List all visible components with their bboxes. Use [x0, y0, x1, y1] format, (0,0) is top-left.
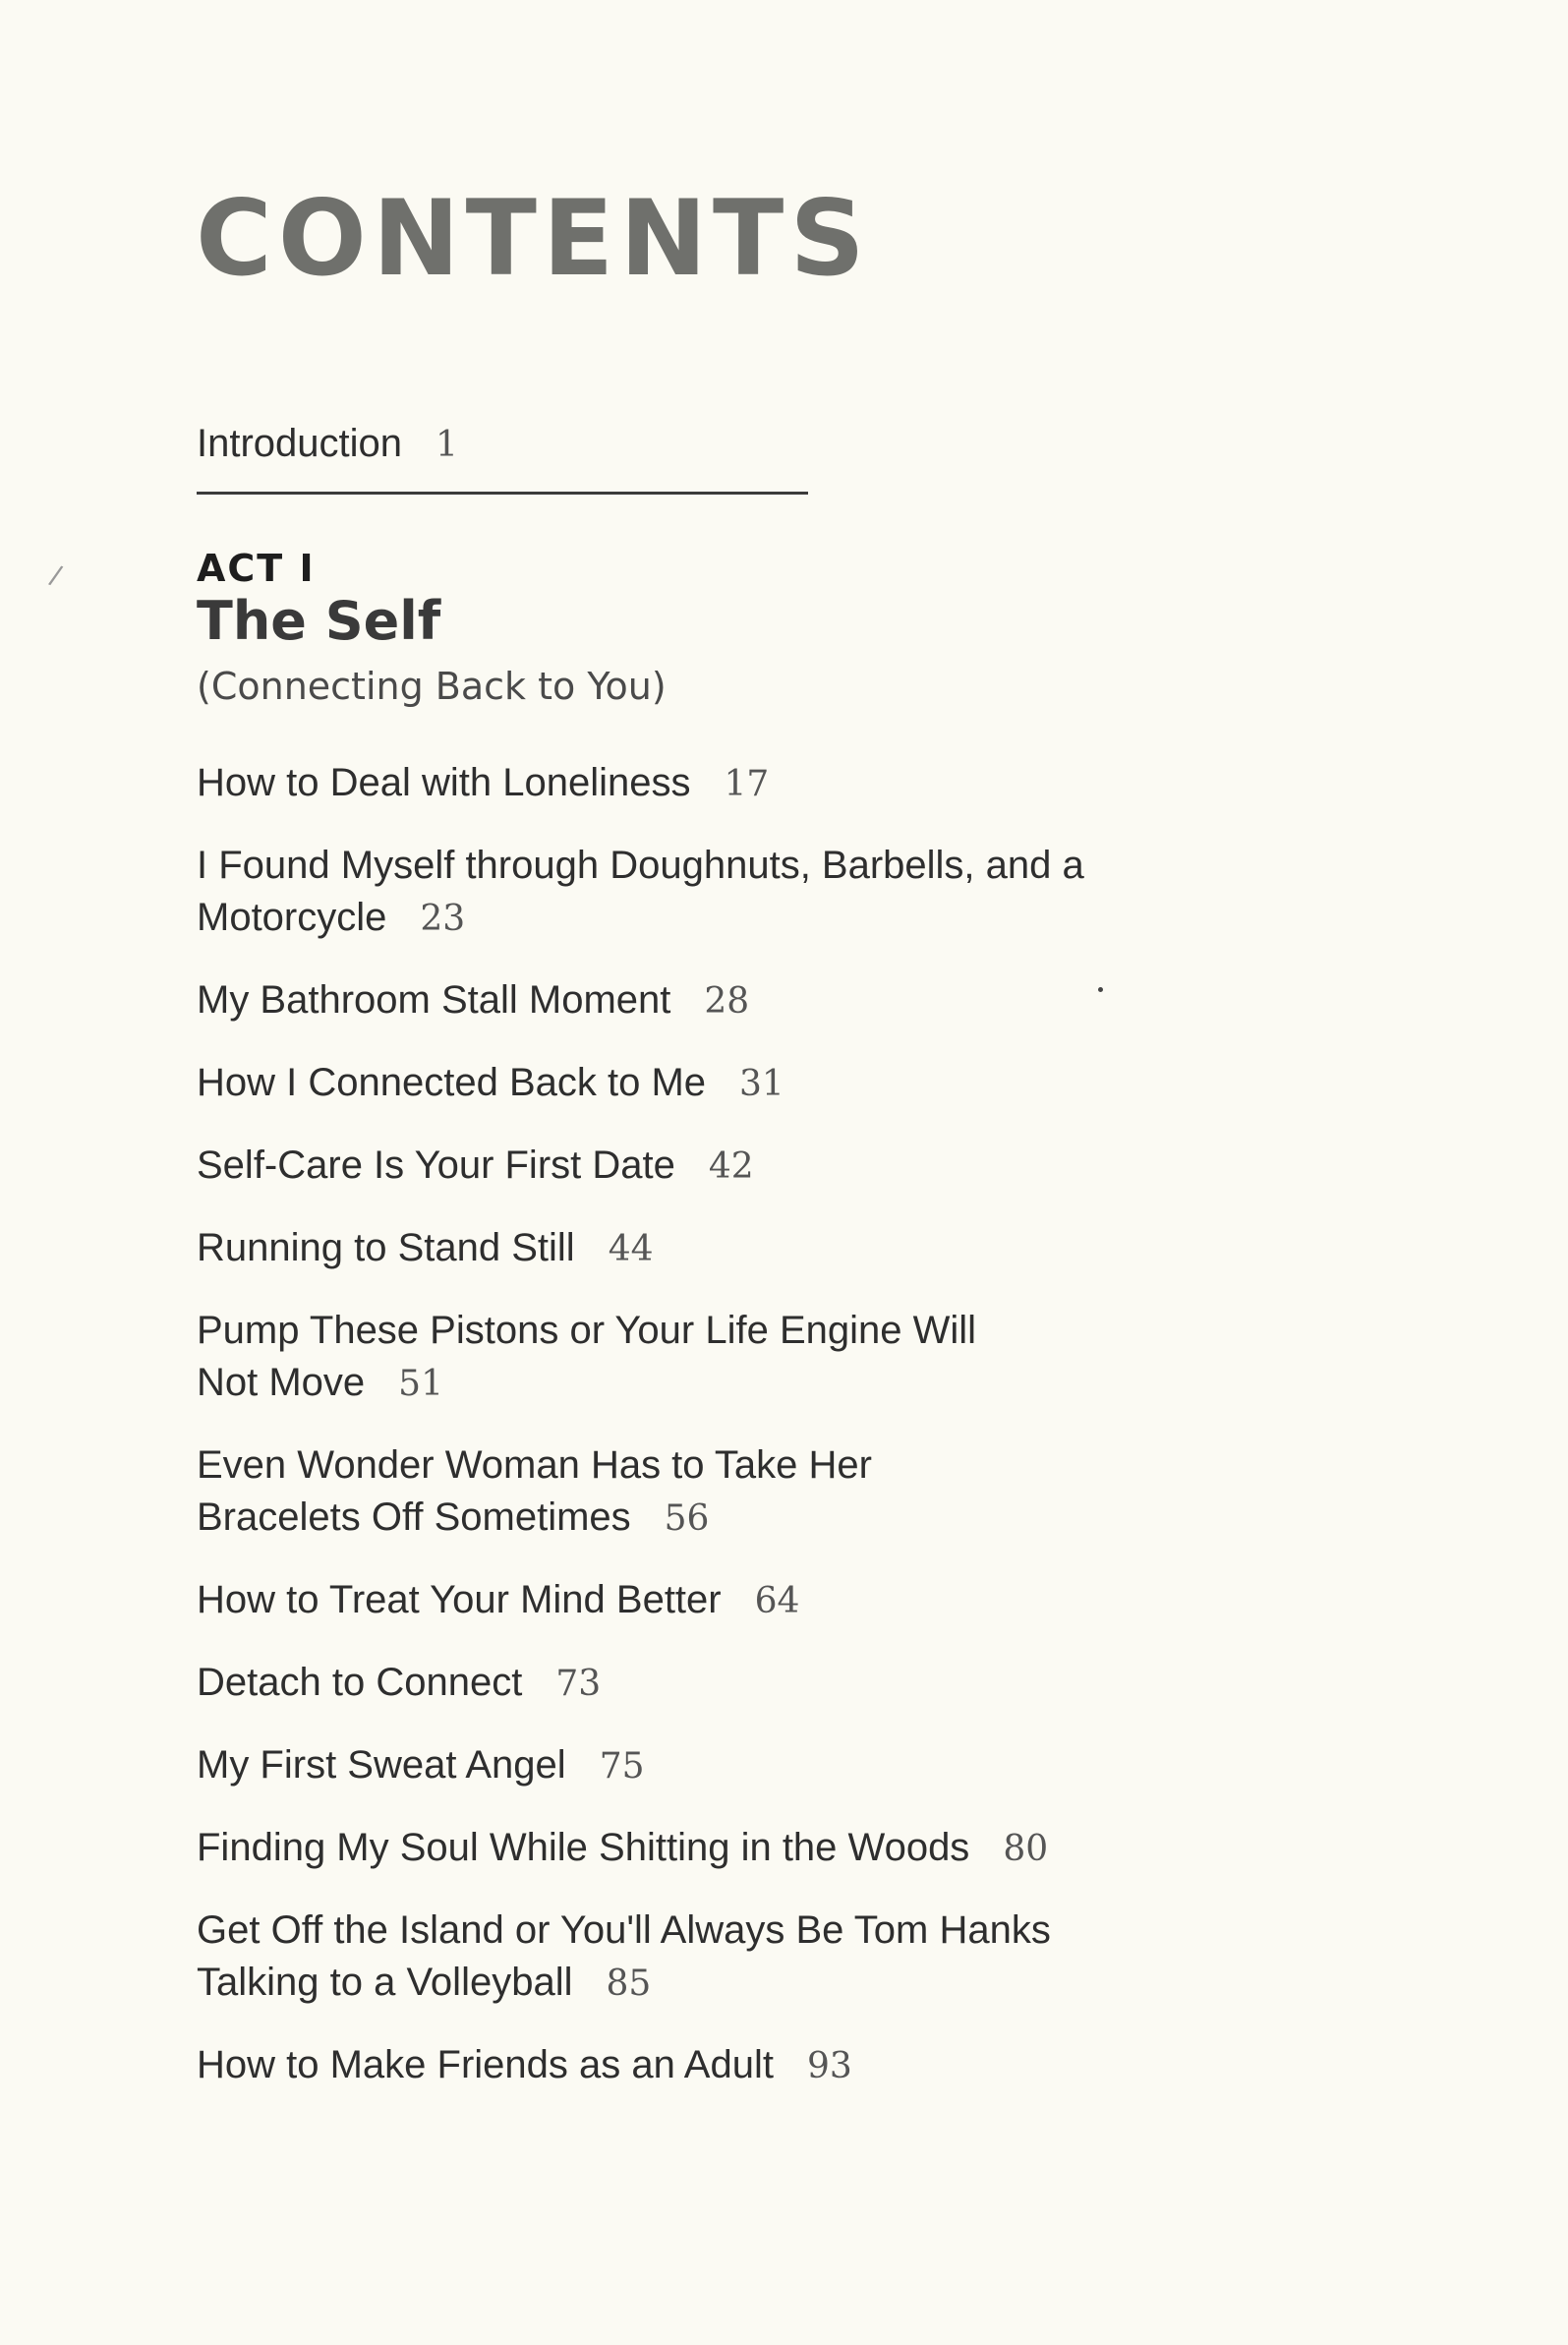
entry-page-number: 85 — [606, 1964, 652, 2004]
toc-entry[interactable] — [197, 1905, 1081, 2010]
entry-title: How to Make Friends as an Adult — [197, 2043, 774, 2086]
entry-title: Detach to Connect — [197, 1661, 523, 1704]
entry-title: How to Deal with Loneliness — [197, 761, 691, 804]
entry-page-number: 51 — [398, 1364, 443, 1404]
entry-page-number: 73 — [555, 1664, 602, 1704]
entry-title: Running to Stand Still — [197, 1226, 575, 1269]
toc-entry[interactable] — [197, 1739, 1140, 1792]
entry-page-number: 28 — [704, 981, 750, 1022]
toc-entry[interactable] — [197, 1222, 1140, 1275]
toc-entry[interactable] — [197, 2039, 1140, 2092]
act-subtitle: (Connecting Back to You) — [197, 665, 667, 708]
entry-title: Even Wonder Woman Has to Take Her Bracelets Off Sometimes — [197, 1443, 872, 1539]
toc-entry[interactable] — [197, 757, 1140, 810]
entry-page-number: 56 — [664, 1498, 710, 1539]
toc-entry[interactable] — [197, 1305, 1003, 1410]
toc-list — [197, 757, 1140, 2122]
entry-title: Introduction — [197, 422, 403, 465]
entry-page-number: 23 — [420, 899, 466, 939]
toc-entry[interactable] — [197, 840, 1121, 945]
entry-page-number: 80 — [1003, 1829, 1049, 1869]
toc-entry[interactable] — [197, 1574, 1140, 1627]
entry-page-number: 42 — [708, 1146, 754, 1187]
entry-page-number: 93 — [806, 2046, 852, 2086]
act-label: ACT I — [197, 547, 316, 590]
entry-page-number: 17 — [724, 764, 770, 804]
entry-title: Self-Care Is Your First Date — [197, 1143, 675, 1187]
page-title: CONTENTS — [196, 178, 871, 299]
entry-title: My First Sweat Angel — [197, 1743, 566, 1787]
entry-page-number: 31 — [739, 1064, 784, 1104]
toc-entry[interactable] — [197, 1657, 1140, 1710]
act-title: The Self — [197, 590, 441, 652]
toc-entry-introduction[interactable] — [197, 418, 458, 471]
entry-title: How to Treat Your Mind Better — [197, 1578, 722, 1621]
toc-entry[interactable] — [197, 1822, 1140, 1875]
entry-title: Pump These Pistons or Your Life Engine Will Not Move — [197, 1309, 977, 1404]
entry-page-number: 64 — [754, 1581, 800, 1621]
toc-entry[interactable] — [197, 1057, 1140, 1110]
entry-title: Finding My Soul While Shitting in the Woods — [197, 1826, 970, 1869]
toc-entry[interactable] — [197, 974, 1140, 1027]
entry-title: My Bathroom Stall Moment — [197, 978, 671, 1022]
entry-page-number: 1 — [436, 425, 458, 465]
entry-title: I Found Myself through Doughnuts, Barbells, and a Motorcycle — [197, 844, 1084, 939]
toc-entry[interactable] — [197, 1439, 944, 1545]
toc-entry[interactable] — [197, 1140, 1140, 1193]
entry-title: Get Off the Island or You'll Always Be Tom Hanks Talking to a Volleyball — [197, 1908, 1051, 2004]
stray-pencil-mark: / — [45, 559, 65, 594]
entry-page-number: 75 — [599, 1746, 645, 1787]
entry-title: How I Connected Back to Me — [197, 1061, 707, 1104]
section-divider — [197, 492, 808, 495]
entry-page-number: 44 — [608, 1229, 654, 1269]
